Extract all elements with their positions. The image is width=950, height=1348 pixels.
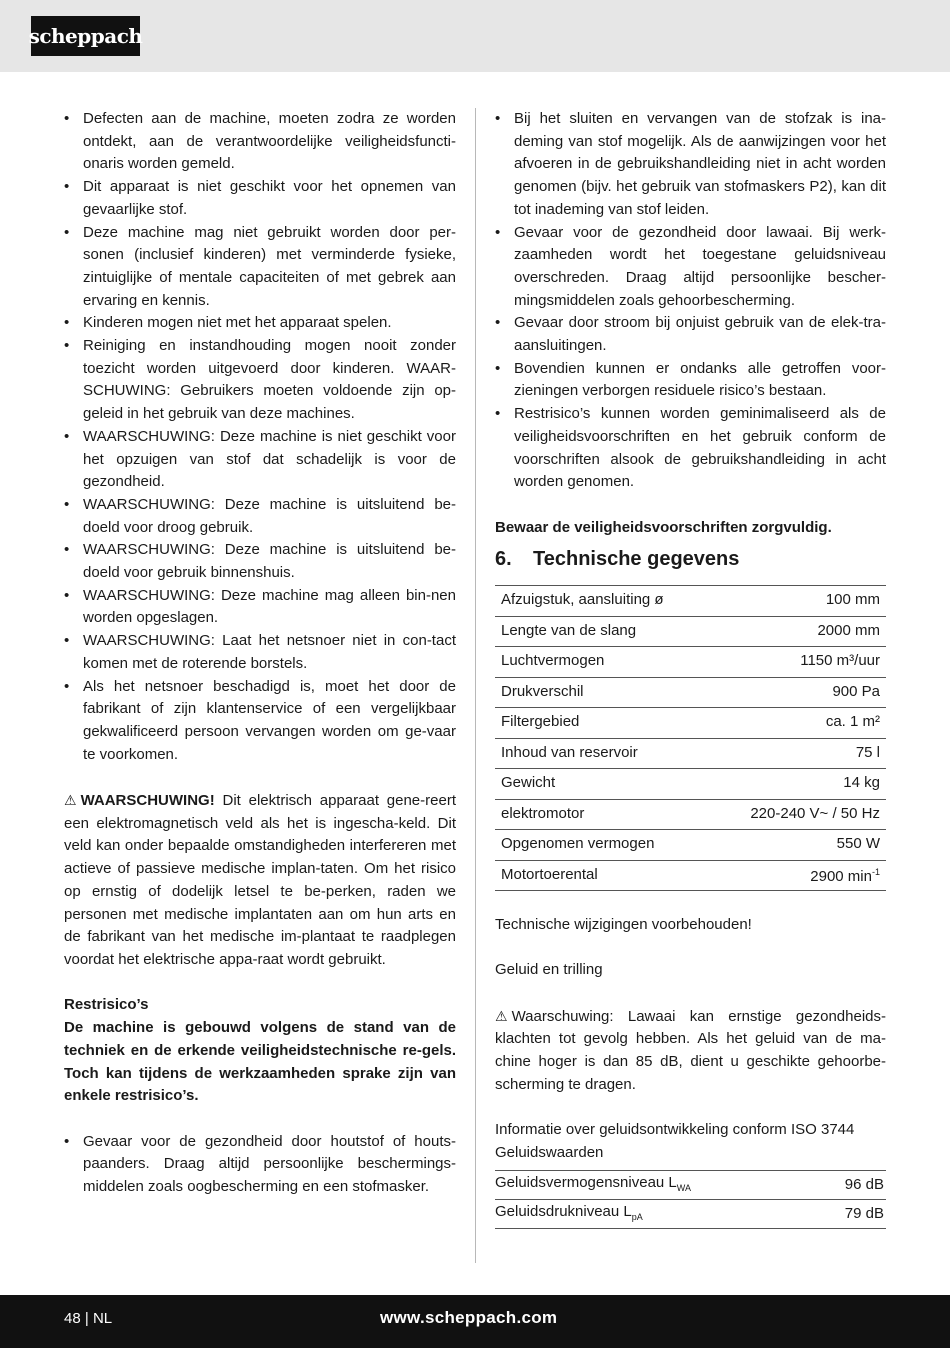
table-row (495, 708, 886, 739)
sound-label: Geluidsvermogensniveau $L_{WA}$ (495, 1171, 818, 1200)
brand-logo: scheppach (31, 16, 140, 56)
list-item: • Reiniging en instandhouding mogen nooit zonder toezicht worden uitgevoerd door kinderen. WAAR-SCHUWING: Gebruikers moeten voldoende zijn op-geleid in het gebruik van deze machines. (64, 335, 456, 426)
list-item: • WAARSCHUWING: Deze machine is uitsluitend be-doeld voor droog gebruik. (64, 494, 456, 539)
left-column (64, 108, 456, 1199)
spec-value: 550 W (711, 830, 886, 861)
list-item: • WAARSCHUWING: Deze machine is niet geschikt voor het opzuigen van stof dat schadelijk is voor de gezondheid. (64, 426, 456, 494)
section-title: Technische gegevens (533, 548, 740, 571)
list-item: • Bovendien kunnen er ondanks alle getroffen voor-zieningen verborgen residuele risico’s bestaan. (495, 358, 886, 403)
list-item: • WAARSCHUWING: Laat het netsnoer niet in con-tact komen met de roterende borstels. (64, 630, 456, 675)
spec-label: elektromotor (495, 799, 711, 830)
table-row (495, 1171, 886, 1200)
spec-value: 100 mm (711, 586, 886, 617)
table-row (495, 860, 886, 891)
residual-risk-list (64, 1131, 456, 1199)
emf-warning (64, 789, 456, 972)
list-item: • Dit apparaat is niet geschikt voor het opnemen van gevaarlijke stof. (64, 176, 456, 221)
warning-text: Dit elektrisch apparaat gene-reert een elektromagnetisch veld als het is ingescha-keld. Dit veld kan onder bepaalde omstandigheden interfereren met actieve of passieve medische implan-taten. Om het risico op ernstig of dodelijk letsel te be-perken, raden we personen met medische implantaten aan om hun arts en de fabrikant van het medische im-plantaat te raadplegen voordat het elektrische appa-raat wordt gebruikt. (64, 792, 456, 968)
spec-value: 900 Pa (711, 677, 886, 708)
noise-info: Informatie over geluidsontwikkeling conform ISO 3744 (495, 1121, 855, 1139)
website-link[interactable]: www.scheppach.com (380, 1308, 558, 1327)
list-item: • Deze machine mag niet gebruikt worden door per-sonen (inclusief kinderen) met verminderde fysieke, zintuiglijke of mentale capaciteiten of met gebrek aan ervaring en kennis. (64, 222, 456, 313)
noise-warning-text: Waarschuwing: Lawaai kan ernstige gezondheids-klachten tot gevolg hebben. Als het geluid van de ma-chine hoger is dan 85 dB, dient u geschikte gehoorbe-scherming te dragen. (495, 1007, 886, 1093)
table-row (495, 769, 886, 800)
spec-value: 1150 m³/uur (711, 647, 886, 678)
list-item: • Gevaar door stroom bij onjuist gebruik van de elek-tra-aansluitingen. (495, 312, 886, 357)
spec-value: 75 l (711, 738, 886, 769)
spec-label: Inhoud van reservoir (495, 738, 711, 769)
page-indicator (64, 1310, 112, 1327)
table-row (495, 616, 886, 647)
list-item: • Restrisico’s kunnen worden geminimaliseerd als de veiligheidsvoorschriften en het gebruik conform de voorschriften alsook de gebruikshandleiding in acht worden genomen. (495, 403, 886, 494)
footer-bar (0, 1295, 950, 1348)
residual-risk-intro: De machine is gebouwd volgens de stand van de techniek en de erkende veiligheidstechnische re-gels. Toch kan tijdens de werkzaamheden sprake zijn van enkele restrisico’s. (64, 1019, 456, 1105)
table-row (495, 799, 886, 830)
warning-triangle-icon: ⚠ (64, 792, 77, 809)
spec-label: Filtergebied (495, 708, 711, 739)
header-bar (0, 0, 950, 72)
sound-label: Geluidsdrukniveau $L_{pA}$ (495, 1200, 818, 1229)
list-item: • Gevaar voor de gezondheid door lawaai. Bij werk-zaamheden wordt het toegestane geluidsniveau overschreden. Draag altijd persoonlijke bescher-mingsmiddelen zoals gehoorbescherming. (495, 222, 886, 313)
list-item: • Defecten aan de machine, moeten zodra ze worden ontdekt, aan de verantwoordelijke veiligheidsfuncti-onaris worden gemeld. (64, 108, 456, 176)
spec-label: Gewicht (495, 769, 711, 800)
specs-table (495, 585, 886, 891)
list-item: • WAARSCHUWING: Deze machine is uitsluitend be-doeld voor gebruik binnenshuis. (64, 539, 456, 584)
residual-risk-list-continued (495, 108, 886, 494)
spec-label: Drukverschil (495, 677, 711, 708)
spec-value: ca. 1 m² (711, 708, 886, 739)
table-row (495, 647, 886, 678)
table-row (495, 738, 886, 769)
spec-label: Opgenomen vermogen (495, 830, 711, 861)
noise-values-label: Geluidswaarden (495, 1143, 604, 1161)
spec-label: Luchtvermogen (495, 647, 711, 678)
column-divider (475, 108, 476, 1263)
warning-triangle-icon: ⚠ (495, 1007, 508, 1024)
speed-value: 2900 min (810, 868, 872, 886)
noise-heading: Geluid en trilling (495, 961, 603, 979)
sound-value: 96 dB (818, 1171, 886, 1200)
table-row (495, 1200, 886, 1229)
list-item: • Kinderen mogen niet met het apparaat spelen. (64, 312, 456, 335)
page-number: 48 (64, 1310, 81, 1327)
sound-value: 79 dB (818, 1200, 886, 1229)
table-row (495, 830, 886, 861)
speed-exponent: -1 (871, 867, 880, 878)
sound-table (495, 1170, 886, 1229)
table-row (495, 677, 886, 708)
page-separator: | (84, 1310, 89, 1327)
spec-label: Afzuigstuk, aansluiting ø (495, 586, 711, 617)
warning-label: WAARSCHUWING! (80, 792, 215, 810)
spec-value: 14 kg (711, 769, 886, 800)
noise-warning (495, 1005, 886, 1097)
list-item: • Bij het sluiten en vervangen van de stofzak is ina-deming van stof mogelijk. Als de aanwijzingen voor het afvoeren in de gebruikshandleiding niet in acht worden genomen (bijv. het gebruik van stofmaskers P2), kan dit tot inademing van stof leiden. (495, 108, 886, 222)
spec-value: 220-240 V~ / 50 Hz (711, 799, 886, 830)
spec-label: Motortoerental (495, 860, 711, 891)
list-item: • Als het netsnoer beschadigd is, moet het door de fabrikant of zijn klantenservice of een vergelijkbaar gekwalificeerd persoon vervangen worden om ge-vaar te voorkomen. (64, 676, 456, 767)
spec-value (711, 860, 886, 891)
spec-label: Lengte van de slang (495, 616, 711, 647)
language-code: NL (92, 1310, 113, 1327)
right-column (495, 108, 886, 1229)
list-item: • Gevaar voor de gezondheid door houtstof of houts-paanders. Draag altijd persoonlijke beschermings-middelen zoals oogbescherming en een stofmasker. (64, 1131, 456, 1199)
table-row (495, 586, 886, 617)
section-number: 6. (495, 548, 512, 571)
list-item: • WAARSCHUWING: Deze machine mag alleen bin-nen worden opgeslagen. (64, 585, 456, 630)
keep-instructions-note: Bewaar de veiligheidsvoorschriften zorgvuldig. (495, 518, 832, 536)
spec-value: 2000 mm (711, 616, 886, 647)
residual-risk-title: Restrisico’s (64, 996, 149, 1014)
changes-note: Technische wijzigingen voorbehouden! (495, 915, 752, 933)
section-heading (495, 548, 886, 571)
safety-list (64, 108, 456, 766)
